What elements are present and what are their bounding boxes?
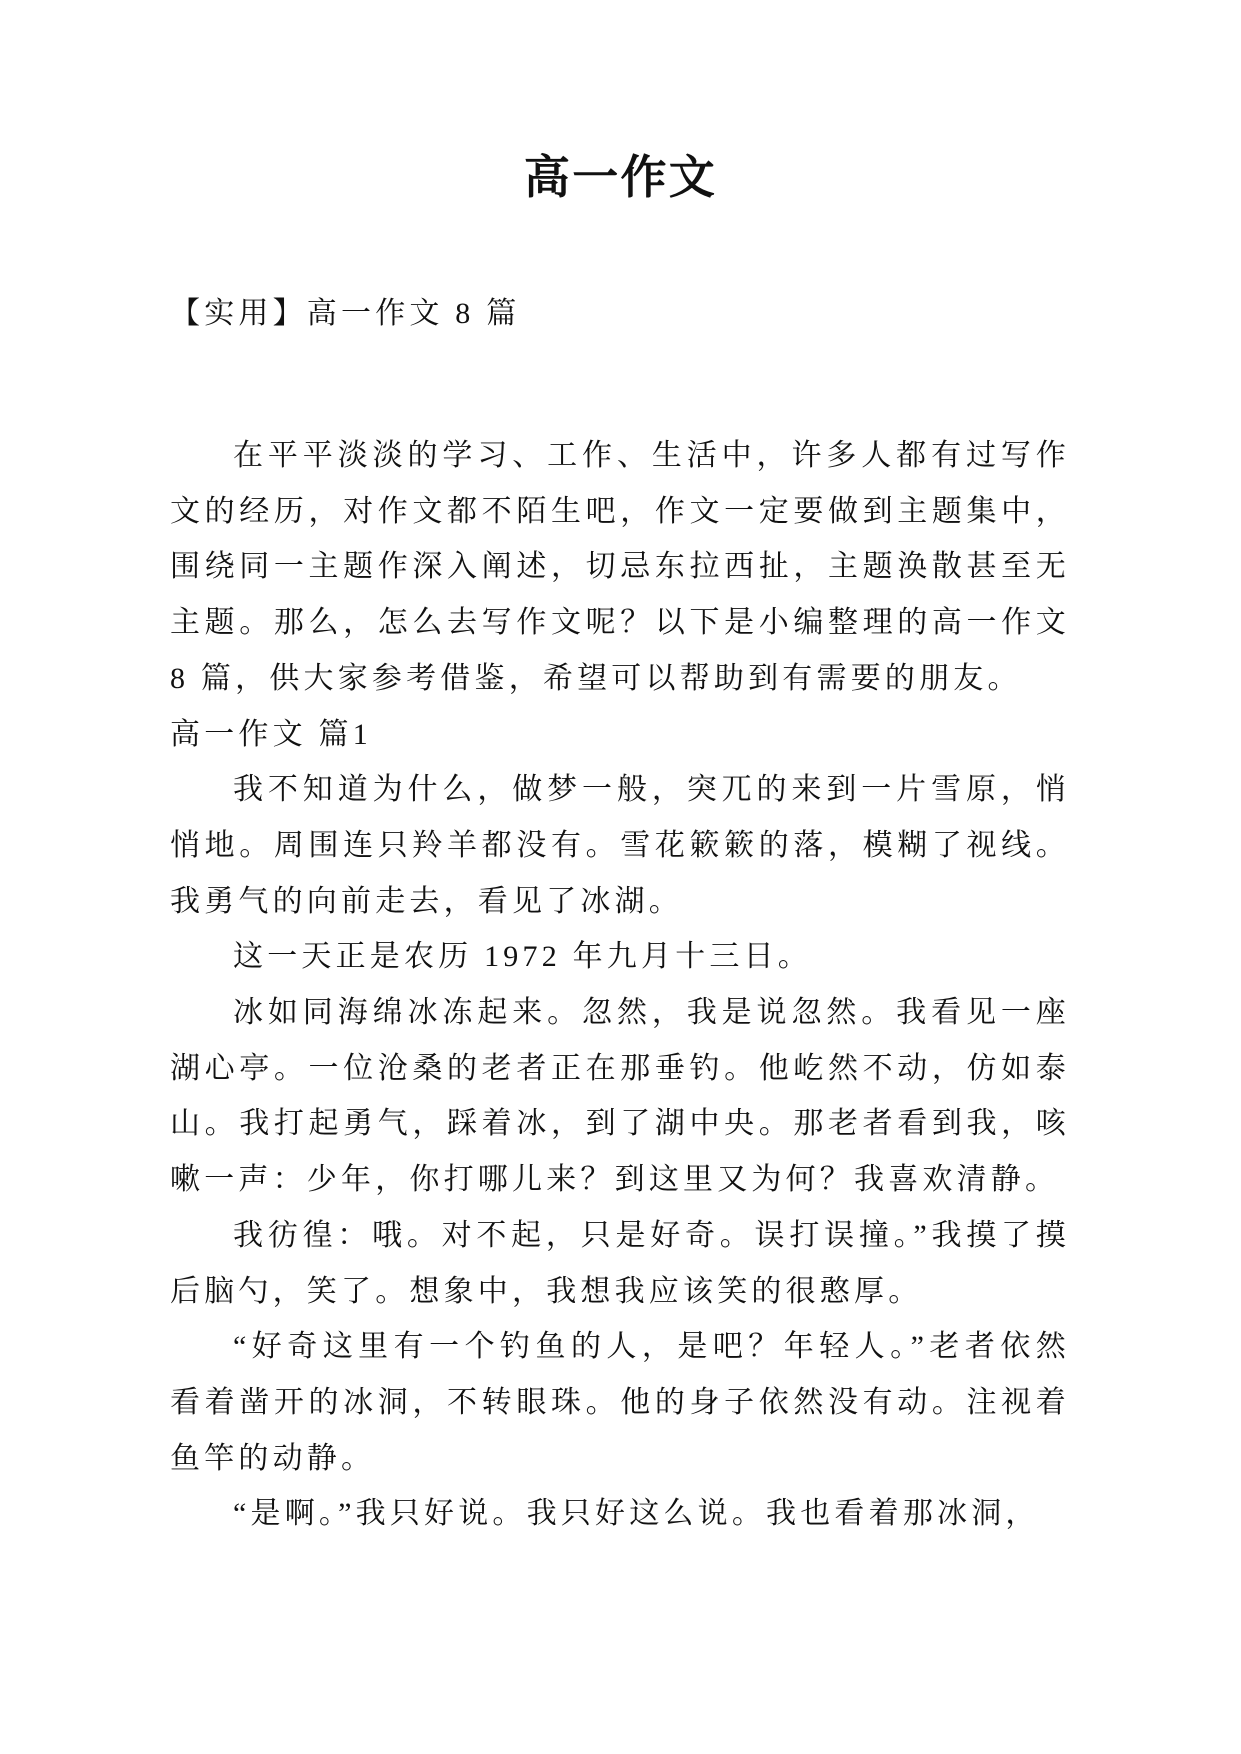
document-body <box>170 428 1070 1542</box>
document-title: 高一作文 <box>523 152 718 203</box>
body-paragraph: 我不知道为什么，做梦一般，突兀的来到一片雪原，悄悄地。周围连只羚羊都没有。雪花簌簌的落，模糊了视线。我勇气的向前走去，看见了冰湖。 <box>170 773 1070 918</box>
document-subtitle: 【实用】高一作文 8 篇 <box>170 297 521 330</box>
body-paragraph: 这一天正是农历 1972 年九月十三日。 <box>233 940 812 974</box>
body-paragraph: “好奇这里有一个钓鱼的人，是吧？年轻人。”老者依然看着凿开的冰洞，不转眼珠。他的身子依然没有动。注视着鱼竿的动静。 <box>170 1330 1070 1475</box>
body-paragraph: “是啊。”我只好说。我只好这么说。我也看着那冰洞， <box>233 1497 1040 1531</box>
section-heading: 高一作文 篇1 <box>170 717 372 751</box>
body-paragraph: 在平平淡淡的学习、工作、生活中，许多人都有过写作文的经历，对作文都不陌生吧，作文一定要做到主题集中，围绕同一主题作深入阐述，切忌东拉西扯，主题涣散甚至无主题。那么，怎么去写作文呢？以下是小编整理的高一作文 8 篇，供大家参考借鉴，希望可以帮助到有需要的朋友。 <box>170 439 1070 695</box>
body-paragraph: 我彷徨：哦。对不起，只是好奇。误打误撞。”我摸了摸后脑勺，笑了。想象中，我想我应该笑的很憨厚。 <box>170 1218 1070 1308</box>
body-paragraph: 冰如同海绵冰冻起来。忽然，我是说忽然。我看见一座湖心亭。一位沧桑的老者正在那垂钓。他屹然不动，仿如泰山。我打起勇气，踩着冰，到了湖中央。那老者看到我，咳嗽一声：少年，你打哪儿来？到这里又为何？我喜欢清静。 <box>170 996 1070 1197</box>
